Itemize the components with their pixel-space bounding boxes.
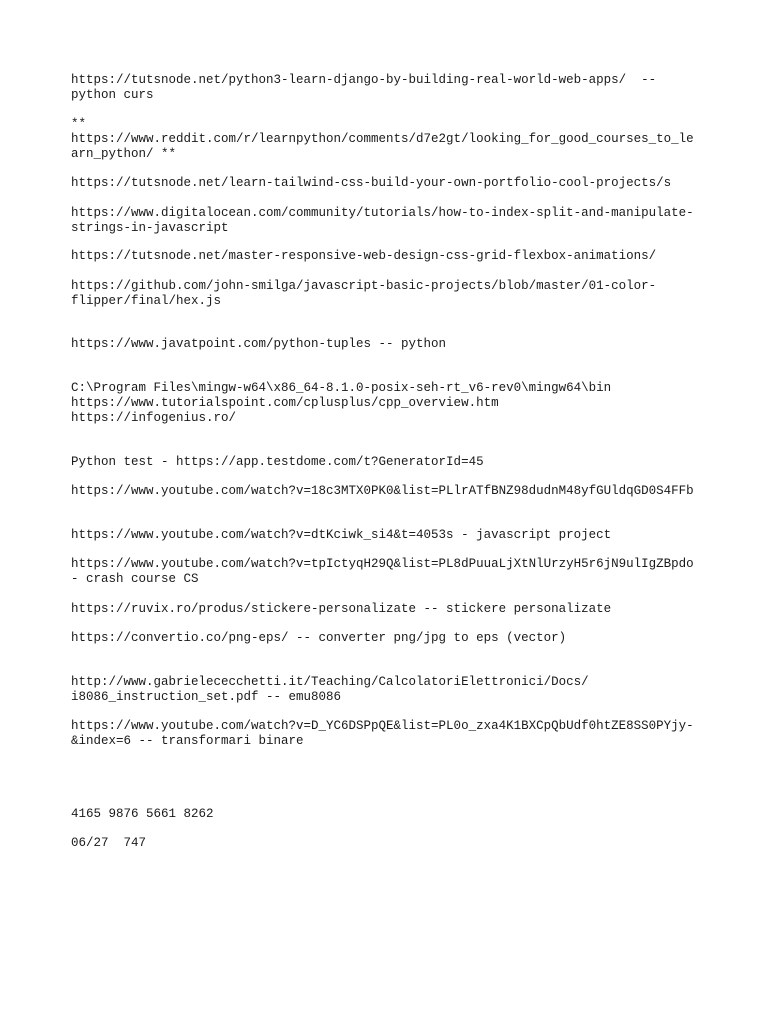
text-line: - crash course CS: [71, 572, 199, 586]
text-line: https://tutsnode.net/learn-tailwind-css-build-your-own-portfolio-cool-projects/s: [71, 176, 672, 190]
text-line: https://www.javatpoint.com/python-tuples -- python: [71, 337, 447, 351]
text-line: **: [71, 117, 87, 131]
text-line: http://www.gabrielececchetti.it/Teaching/CalcolatoriElettronici/Docs/: [71, 675, 589, 689]
text-line: 06/27 747: [71, 836, 147, 850]
text-line: https://infogenius.ro/: [71, 411, 237, 425]
text-line: C:\Program Files\mingw-w64\x86_64-8.1.0-posix-seh-rt_v6-rev0\mingw64\bin: [71, 381, 612, 395]
text-line: https://tutsnode.net/master-responsive-web-design-css-grid-flexbox-animations/: [71, 249, 657, 263]
text-line: 4165 9876 5661 8262: [71, 807, 214, 821]
text-line: https://github.com/john-smilga/javascript-basic-projects/blob/master/01-color-: [71, 279, 657, 293]
text-line: https://www.youtube.com/watch?v=D_YC6DSPpQE&list=PL0o_zxa4K1BXCpQbUdf0htZE8SS0PYjy-: [71, 719, 694, 733]
text-line: Python test - https://app.testdome.com/t?GeneratorId=45: [71, 455, 484, 469]
text-line: https://www.tutorialspoint.com/cplusplus/cpp_overview.htm: [71, 396, 499, 410]
text-line: arn_python/ **: [71, 147, 177, 161]
text-line: https://convertio.co/png-eps/ -- converter png/jpg to eps (vector): [71, 631, 567, 645]
text-line: https://tutsnode.net/python3-learn-django-by-building-real-world-web-apps/ --: [71, 73, 657, 87]
text-line: https://www.youtube.com/watch?v=dtKciwk_si4&t=4053s - javascript project: [71, 528, 612, 542]
text-line: https://www.youtube.com/watch?v=18c3MTX0PK0&list=PLlrATfBNZ98dudnM48yfGUldqGD0S4FFb: [71, 484, 694, 498]
text-line: https://www.reddit.com/r/learnpython/comments/d7e2gt/looking_for_good_courses_to_le: [71, 132, 694, 146]
text-line: &index=6 -- transformari binare: [71, 734, 304, 748]
text-line: python curs: [71, 88, 154, 102]
text-line: https://www.digitalocean.com/community/tutorials/how-to-index-split-and-manipulate-: [71, 206, 694, 220]
text-line: i8086_instruction_set.pdf -- emu8086: [71, 690, 342, 704]
text-line: https://ruvix.ro/produs/stickere-personalizate -- stickere personalizate: [71, 602, 612, 616]
text-line: https://www.youtube.com/watch?v=tpIctyqH29Q&list=PL8dPuuaLjXtNlUrzyH5r6jN9ulIgZBpdo: [71, 557, 694, 571]
text-line: strings-in-javascript: [71, 221, 229, 235]
text-line: flipper/final/hex.js: [71, 294, 222, 308]
